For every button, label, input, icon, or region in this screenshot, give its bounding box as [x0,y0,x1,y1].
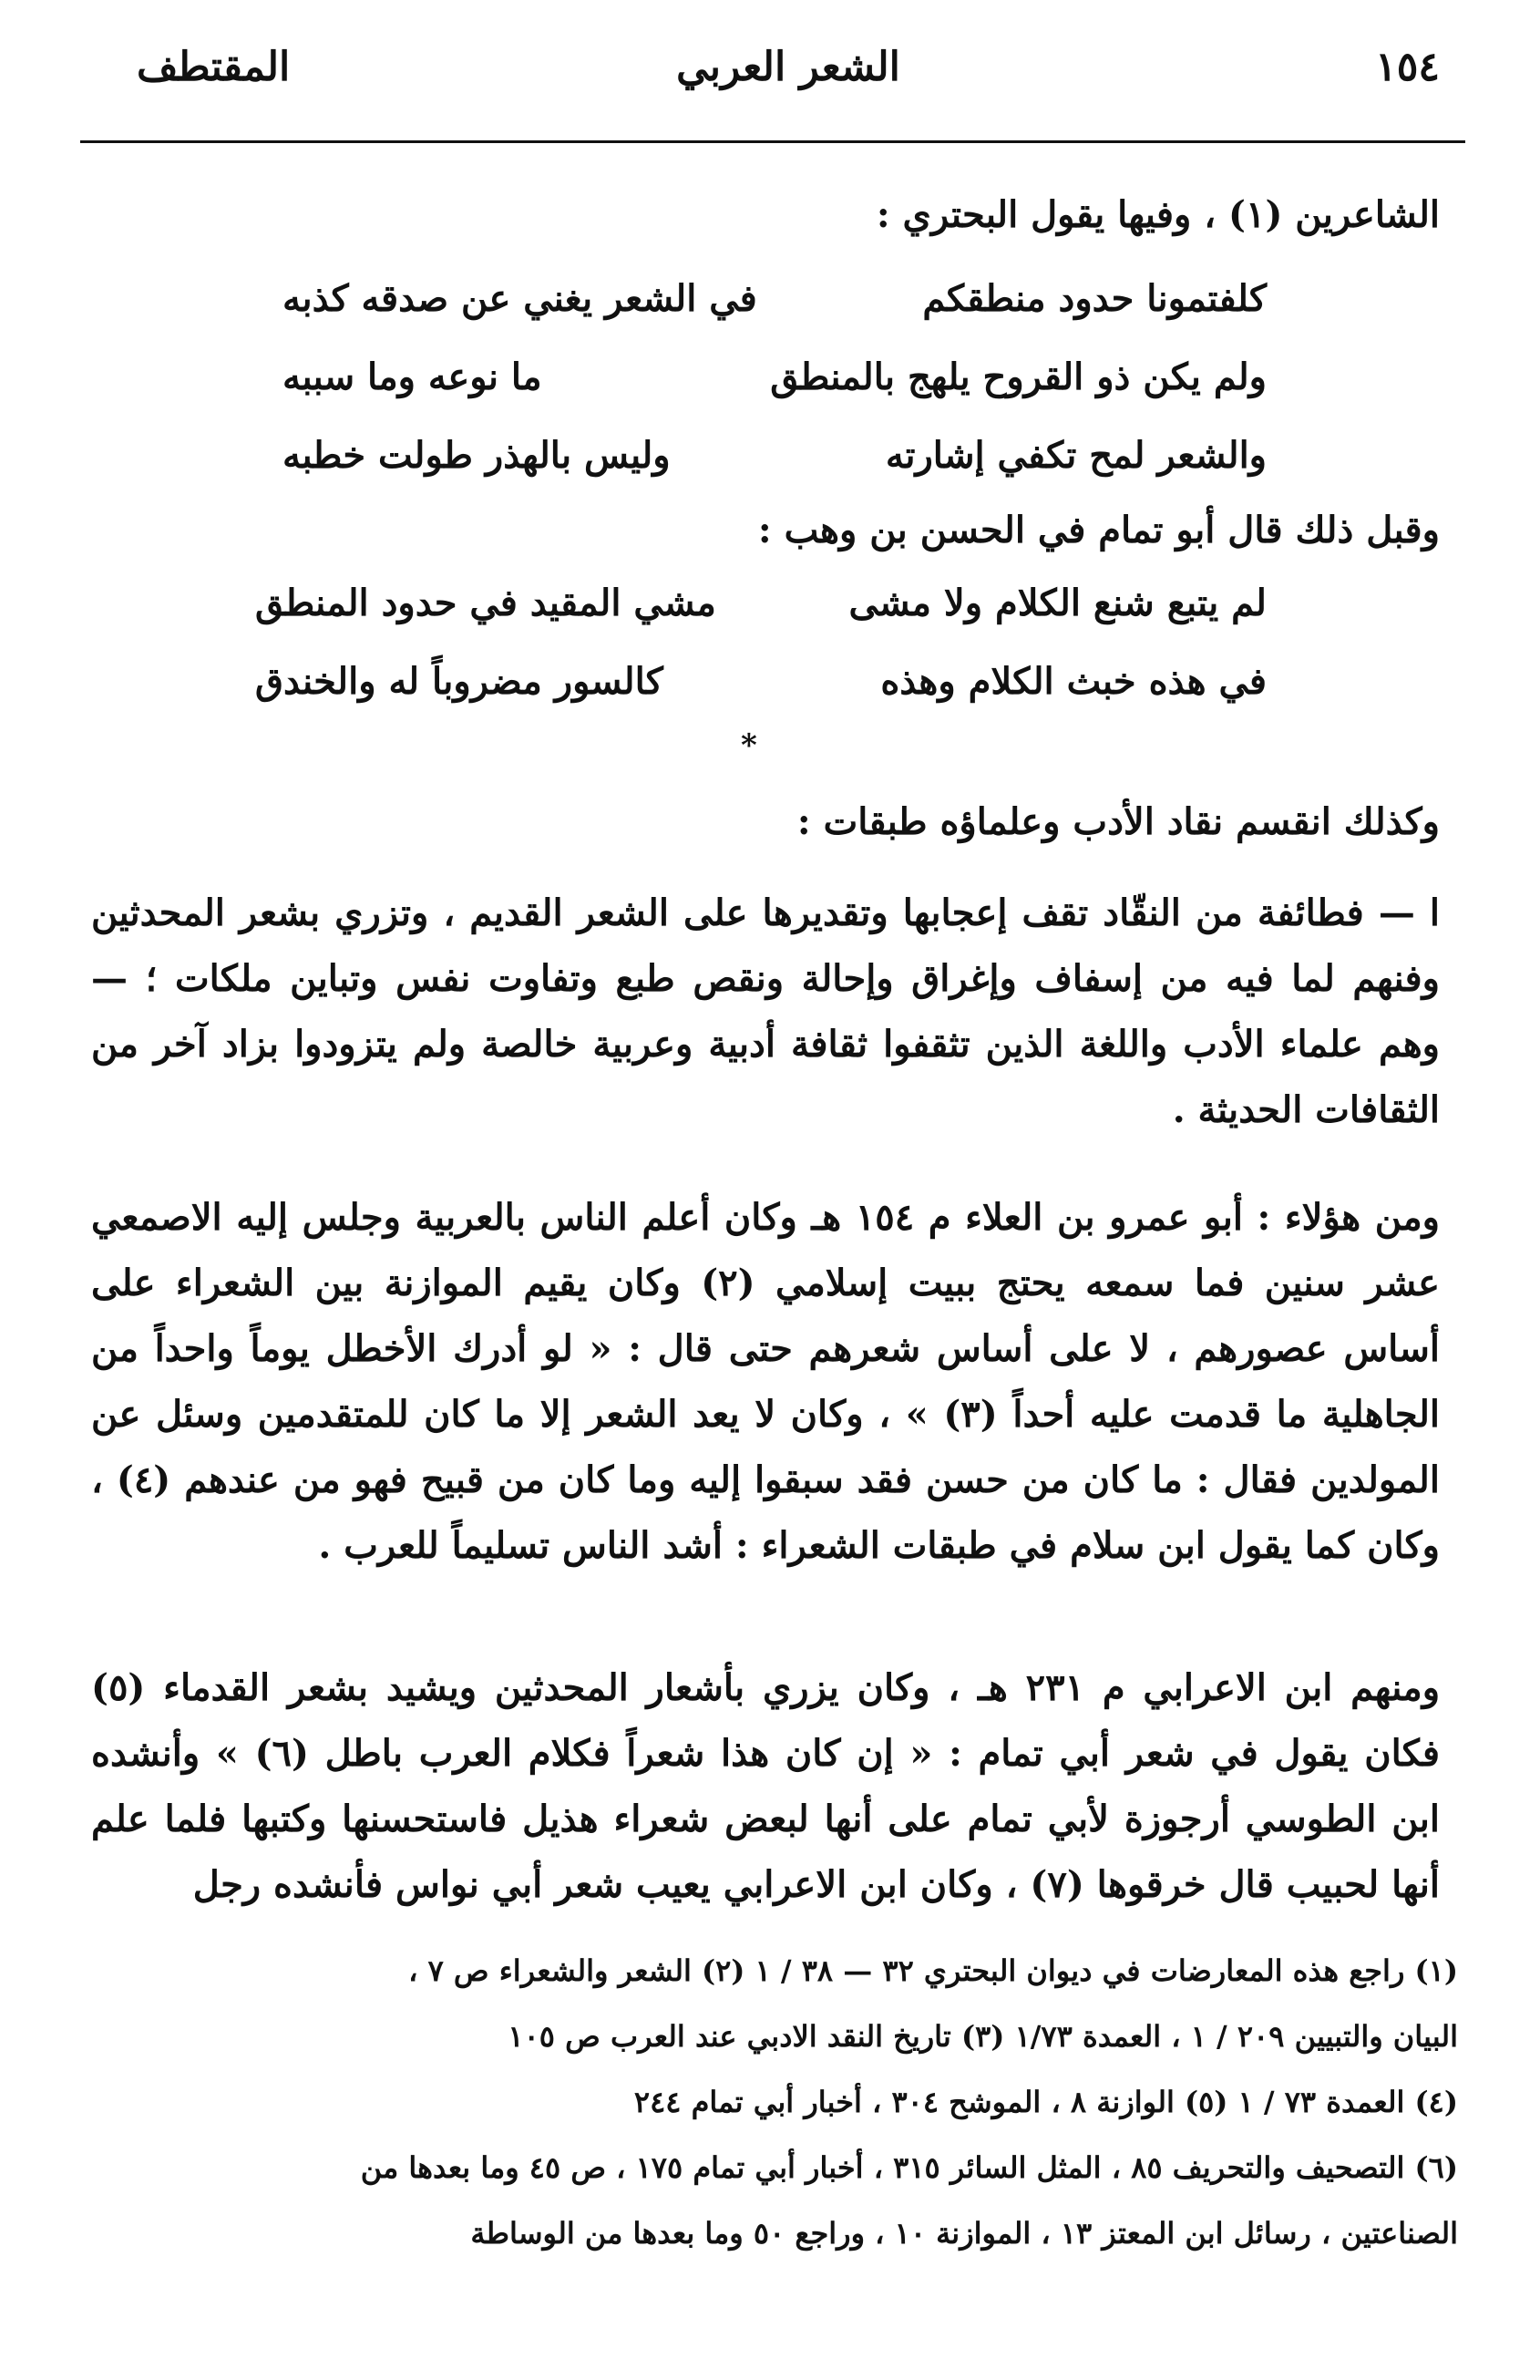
footnote-line: (٦) التصحيف والتحريف ٨٥ ، المثل السائر ٣١٥ ، أخبار أبي تمام ١٧٥ ، ص ٤٥ وما بعدها من [360,2150,1458,2185]
footnote-line: البيان والتبيين ٢٠٩ / ١ ، العمدة ١/٧٣ (٣) تاريخ النقد الادبي عند العرب ص ١٠٥ [508,2019,1458,2054]
verse-second-hemistich: كالسور مضروباً له والخندق [255,660,663,703]
intro-line-critics: وكذلك انقسم نقاد الأدب وعلماؤه طبقات : [796,800,1440,843]
verse-second-hemistich: مشي المقيد في حدود المنطق [255,582,716,624]
footnote-line: الصناعتين ، رسائل ابن المعتز ١٣ ، الموازنة ١٠ ، وراجع ٥٠ وما بعدها من الوساطة [470,2216,1458,2251]
footnote-line: (٤) العمدة ٧٣ / ١ (٥) الوازنة ٨ ، الموشح ٣٠٤ ، أخبار أبي تمام ٢٤٤ [633,2085,1458,2119]
verse-first-hemistich: كلفتمونا حدود منطقكم [922,277,1267,320]
verse-first-hemistich: لم يتبع شنع الكلام ولا مشى [848,582,1267,624]
intro-line-abu-tammam: وقبل ذلك قال أبو تمام في الحسن بن وهب : [757,509,1440,551]
footnote-line: (١) راجع هذه المعارضات في ديوان البحتري ٣٢ — ٣٨ / ١ (٢) الشعر والشعراء ص ٧ ، [408,1953,1458,1988]
page-number: ١٥٤ [1375,44,1440,90]
header-rule [80,140,1465,143]
section-separator: * [741,727,757,764]
paragraph-first-group: ا — فطائفة من النقّاد تقف إعجابها وتقديرها على الشعر القديم ، وتزري بشعر المحدثين وفنهم لما فيه من إسفاف وإغراق وإحالة ونقص طبع وتفاوت نفس وتباين ملكات ؛ — وهم علماء الأدب واللغة الذين تثقفوا ثقافة أدبية وعربية خالصة ولم يتزودوا بزاد آخر من الثقافات الحديثة . [91,891,1440,1131]
verse-second-hemistich: ما نوعه وما سببه [282,355,542,398]
running-title: الشعر العربي [676,44,900,90]
intro-line-bohtori: الشاعرين (١) ، وفيها يقول البحتري : [876,193,1440,236]
publication-name: المقتطف [137,44,291,90]
paragraph-ibn-al-arabi: ومنهم ابن الاعرابي م ٢٣١ هـ ، وكان يزري بأشعار المحدثين ويشيد بشعر القدماء (٥) فكان يقول في شعر أبي تمام : « إن كان هذا شعراً فكلام العرب باطل (٦) » وأنشده ابن الطوسي أرجوزة لأبي تمام على أنها لبعض شعراء هذيل فاستحسنها وكتبها فلما علم أنها لحبيب قال خرقوها (٧) ، وكان ابن الاعرابي يعيب شعر أبي نواس فأنشده رجل [91,1666,1441,1906]
verse-first-hemistich: في هذه خبث الكلام وهذه [880,660,1267,703]
verse-first-hemistich: والشعر لمح تكفي إشارته [885,434,1267,477]
paragraph-abu-amr: ومن هؤلاء : أبو عمرو بن العلاء م ١٥٤ هـ وكان أعلم الناس بالعربية وجلس إليه الاصمعي عشر سنين فما سمعه يحتج ببيت إسلامي (٢) وكان يقيم الموازنة بين الشعراء على أساس عصورهم ، لا على أساس شعرهم حتى قال : « لو أدرك الأخطل يوماً واحداً من الجاهلية ما قدمت عليه أحداً (٣) » ، وكان لا يعد الشعر إلا ما كان للمتقدمين وسئل عن المولدين فقال : ما كان من حسن فقد سبقوا إليه وما كان من قبيح فهو من عندهم (٤) ، وكان كما يقول ابن سلام في طبقات الشعراء : أشد الناس تسليماً للعرب . [91,1196,1440,1567]
running-header [137,44,1440,108]
verse-first-hemistich: ولم يكن ذو القروح يلهج بالمنطق [770,355,1267,398]
verse-second-hemistich: وليس بالهذر طولت خطبه [282,434,671,477]
verse-second-hemistich: في الشعر يغني عن صدقه كذبه [282,277,757,320]
